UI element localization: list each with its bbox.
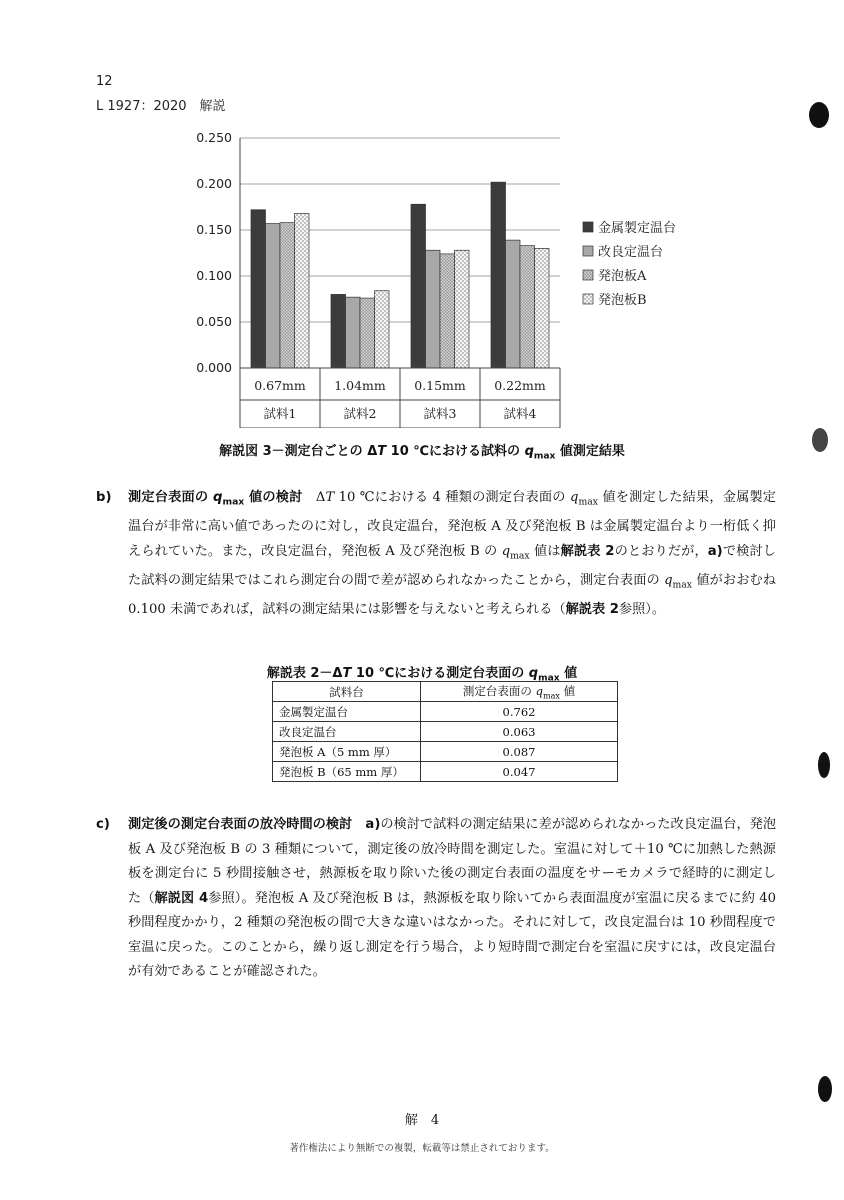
category-label: 試料2 bbox=[343, 406, 377, 421]
category-sublabel: 1.04mm bbox=[334, 378, 386, 393]
chart-svg bbox=[178, 128, 698, 428]
y-tick-label: 0.100 bbox=[196, 268, 232, 283]
legend-swatch bbox=[583, 294, 593, 304]
binder-hole bbox=[812, 428, 828, 452]
legend-swatch bbox=[583, 246, 593, 256]
table-row bbox=[273, 742, 618, 762]
y-tick-label: 0.000 bbox=[196, 360, 232, 375]
table-cell-stage: 金属製定温台 bbox=[273, 702, 421, 722]
section-b-text1: ΔT 10 ℃における 4 種類の測定台表面の $q_{max}$ 値を測定した結果，金属製定温台が非常に高い値であったのに対し，改良定温台，発泡板 A 及び発泡板 B は金属製定温台より一桁低く抑えられていた。また，改良定温台，発泡板 A 及び発泡板 B の $q_{max}$ 値は bbox=[128, 490, 776, 562]
legend-swatch bbox=[583, 270, 593, 280]
category-label: 試料3 bbox=[423, 406, 457, 421]
bar bbox=[535, 248, 550, 368]
table-header-stage: 試料台 bbox=[273, 682, 421, 702]
section-b-ref1[interactable]: 解説表 2 bbox=[560, 543, 615, 559]
section-b-ref-a[interactable]: a) bbox=[707, 543, 723, 559]
table-cell-stage: 発泡板 B（65 mm 厚） bbox=[273, 762, 421, 782]
footer-page-label: 解 4 bbox=[404, 1113, 440, 1128]
section-b-text4: 参照）。 bbox=[618, 601, 666, 617]
binder-hole bbox=[818, 1076, 832, 1102]
section-c-text2: 参照）。発泡板 A 及び発泡板 B は，熱源板を取り除いてから表面温度が室温に戻るまでに約 40 秒間程度かかり，2 種類の発泡板の間で大きな違いはなかった。それに対して，改良定温台は 10 秒間程度で室温に戻った。このことから，繰り返し測定を行う場合，より短時間で測定台を室温に戻すには，改良定温台が有効であることが確認された。 bbox=[128, 890, 777, 979]
section-c-text1: の検討で試料の測定結果に差が認められなかった改良定温台，発泡板 A 及び発泡板 B の 3 種類について，測定後の放冷時間を測定した。室温に対して＋10 ℃に加熱した熱源板を測定台に 5 秒間接触させ，熱源板を取り除いた後の測定台表面の温度をサーモカメラで経時的に測定した（ bbox=[128, 817, 777, 906]
bar bbox=[491, 182, 506, 368]
figure-caption bbox=[0, 440, 844, 462]
bar bbox=[520, 246, 535, 368]
table-cell-stage: 改良定温台 bbox=[273, 722, 421, 742]
section-b-label: b) bbox=[96, 490, 112, 505]
category-label: 試料4 bbox=[503, 406, 537, 421]
bar bbox=[360, 298, 375, 368]
category-label: 試料1 bbox=[263, 406, 297, 421]
bar bbox=[280, 223, 295, 368]
bar bbox=[440, 254, 455, 368]
section-c-ref-a[interactable]: a) bbox=[365, 817, 381, 832]
bar bbox=[295, 213, 310, 368]
section-b-text3: で検討した試料の測定結果ではこれら測定台の間で差が認められなかったことから，測定台表面の $q_{max}$ 値がおおむね 0.100 未満であれば，試料の測定結果には影響を与えないと考えられる（ bbox=[128, 543, 776, 617]
bar bbox=[331, 294, 346, 368]
table-row bbox=[273, 722, 618, 742]
qmax-table bbox=[272, 681, 618, 782]
bar bbox=[375, 291, 390, 368]
section-b-text2: のとおりだが， bbox=[614, 543, 708, 559]
table-cell-value: 0.047 bbox=[421, 762, 618, 782]
section-b-ref2[interactable]: 解説表 2 bbox=[565, 601, 619, 617]
table-caption-text: 解説表 2－ΔT 10 ℃における測定台表面の $q_{max}$ 値 bbox=[266, 666, 578, 684]
category-sublabel: 0.15mm bbox=[414, 378, 466, 393]
standard-id: L 1927：2020 解説 bbox=[96, 99, 226, 114]
section-b-heading: 測定台表面の $q_{max}$ 値の検討 bbox=[128, 490, 303, 508]
section-c-body bbox=[128, 813, 776, 985]
category-sublabel: 0.67mm bbox=[254, 378, 306, 393]
legend-label: 発泡板A bbox=[598, 269, 647, 284]
bar bbox=[251, 210, 266, 368]
table-row bbox=[273, 762, 618, 782]
copyright-notice: 著作権法により無断での複製，転載等は禁止されております。 bbox=[289, 1143, 555, 1154]
table-header-row bbox=[273, 682, 618, 702]
table-cell-value: 0.762 bbox=[421, 702, 618, 722]
section-c-ref[interactable]: 解説図 4 bbox=[154, 890, 209, 906]
table-header-qmax: 測定台表面の $q_{max}$ 値 bbox=[421, 682, 618, 702]
y-tick-label: 0.250 bbox=[196, 130, 232, 145]
bar bbox=[506, 240, 521, 368]
y-tick-label: 0.050 bbox=[196, 314, 232, 329]
legend-label: 発泡板B bbox=[598, 293, 647, 308]
section-b-body bbox=[128, 486, 776, 622]
bar-chart bbox=[178, 128, 698, 428]
bar bbox=[266, 224, 281, 368]
page-number: 12 bbox=[96, 74, 113, 89]
legend-label: 金属製定温台 bbox=[598, 221, 677, 236]
section-c bbox=[96, 813, 776, 985]
category-sublabel: 0.22mm bbox=[494, 378, 546, 393]
section-c-label: c) bbox=[96, 817, 110, 832]
bar bbox=[426, 250, 441, 368]
table-row bbox=[273, 702, 618, 722]
table-cell-value: 0.063 bbox=[421, 722, 618, 742]
y-tick-label: 0.150 bbox=[196, 222, 232, 237]
table-cell-stage: 発泡板 A（5 mm 厚） bbox=[273, 742, 421, 762]
table-cell-value: 0.087 bbox=[421, 742, 618, 762]
figure-caption-text: 解説図 3－測定台ごとの ΔT 10 ℃における試料の $q_{max}$ 値測定結果 bbox=[219, 444, 625, 462]
binder-hole bbox=[818, 752, 830, 778]
bar bbox=[411, 204, 426, 368]
y-tick-label: 0.200 bbox=[196, 176, 232, 191]
legend-swatch bbox=[583, 222, 593, 232]
section-b bbox=[96, 486, 776, 622]
binder-hole bbox=[809, 102, 829, 128]
bar bbox=[455, 250, 470, 368]
legend-label: 改良定温台 bbox=[598, 245, 664, 260]
section-c-heading: 測定後の測定台表面の放冷時間の検討 bbox=[128, 817, 353, 832]
bar bbox=[346, 297, 361, 368]
